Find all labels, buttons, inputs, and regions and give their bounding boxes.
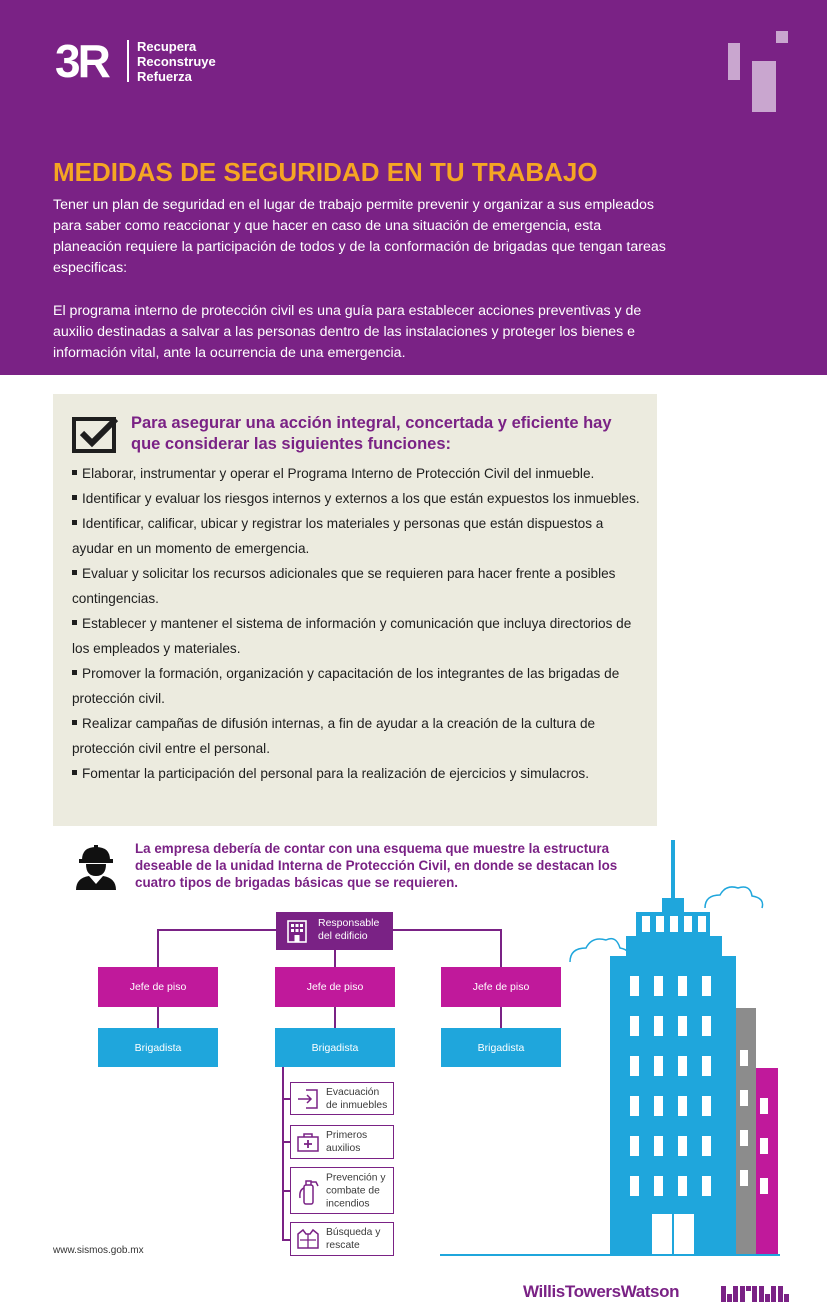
list-item: Promover la formación, organización y capacitación de los integrantes de las brigadas de protección civil. — [72, 666, 620, 706]
header-banner — [0, 0, 827, 375]
first-aid-kit-icon — [296, 1131, 320, 1153]
logo-word: Refuerza — [137, 69, 192, 84]
worker-helmet-icon — [72, 842, 120, 890]
list-item: Elaborar, instrumentar y operar el Programa Interno de Protección Civil del inmueble. — [72, 461, 642, 486]
brigadista-node: Brigadista — [98, 1028, 218, 1067]
brand-wordmark: WillisTowersWatson — [523, 1282, 680, 1301]
responsible-node — [276, 912, 393, 950]
list-item: Establecer y mantener el sistema de información y comunicación que incluya directorios de los empleados y materiales. — [72, 616, 632, 656]
functions-list — [72, 461, 642, 786]
functions-heading: Para asegurar una acción integral, concertada y eficiente hay que considerar las siguientes funciones: — [131, 414, 612, 453]
logo-divider — [127, 40, 129, 82]
intro-paragraph: Tener un plan de seguridad en el lugar de trabajo permite prevenir y organizar a sus empleados para saber como reaccionar y que hacer en caso de una situación de emergencia, esta planeación requiere la participación de todos y de la conformación de brigadas que tengan tareas especificas: — [53, 197, 666, 276]
list-item: Identificar, calificar, ubicar y registrar los materiales y personas que están dispuestos a ayudar en un momento de emergencia. — [72, 516, 604, 556]
list-item: Fomentar la participación del personal para la realización de ejercicios y simulacros. — [72, 761, 642, 786]
exit-icon — [296, 1088, 320, 1110]
floor-head-node: Jefe de piso — [441, 967, 561, 1007]
logo-words — [137, 39, 216, 84]
wtw-logo-icon — [721, 1286, 789, 1302]
logo-word: Recupera — [137, 39, 197, 54]
logo-word: Reconstruye — [137, 54, 216, 69]
page-title: MEDIDAS DE SEGURIDAD EN TU TRABAJO — [53, 157, 598, 187]
list-item: Realizar campañas de difusión internas, a fin de ayudar a la creación de la cultura de protección civil entre el personal. — [72, 716, 596, 756]
brigade-label: Búsqueda y rescate — [326, 1227, 381, 1251]
brigade-evacuation — [290, 1082, 394, 1115]
responsible-label: Responsable del edificio — [318, 917, 380, 942]
list-item: Evaluar y solicitar los recursos adicionales que se requieren para hacer frente a posibles contingencias. — [72, 566, 616, 606]
brigade-label: Prevención y combate de incendios — [326, 1172, 386, 1209]
intro-text — [53, 195, 673, 386]
floor-head-node: Jefe de piso — [98, 967, 218, 1007]
website-text: www.sismos.gob.mx — [53, 1245, 144, 1256]
fire-extinguisher-icon — [296, 1176, 320, 1206]
logo-3r-mark: 3R — [55, 35, 108, 87]
brigade-fire — [290, 1167, 394, 1214]
floor-head-node: Jefe de piso — [275, 967, 395, 1007]
intro-paragraph: El programa interno de protección civil es una guía para establecer acciones preventivas y de auxilio destinadas a salvar a las personas dentro de las instalaciones y proteger los bienes e información vital, ante la ocurrencia de una emergencia. — [53, 303, 642, 361]
list-item: Identificar y evaluar los riesgos internos y externos a los que están expuestos los inmuebles. — [72, 486, 642, 511]
brigadista-node: Brigadista — [441, 1028, 561, 1067]
checkbox-checked-icon — [72, 415, 120, 453]
brigade-label: Primeros auxilios — [326, 1130, 368, 1154]
brigade-search-rescue — [290, 1222, 394, 1256]
brigade-label: Evacuación de inmuebles — [326, 1086, 388, 1111]
building-icon — [285, 919, 309, 943]
structure-description: La empresa debería de contar con una esquema que muestre la estructura deseable de la unidad Interna de Protección Civil, en donde se destacan los cuatro tipos de brigadas básicas que se requieren. — [135, 841, 618, 890]
brigadista-node: Brigadista — [275, 1028, 395, 1067]
brigade-first-aid — [290, 1125, 394, 1159]
vest-icon — [296, 1228, 320, 1250]
